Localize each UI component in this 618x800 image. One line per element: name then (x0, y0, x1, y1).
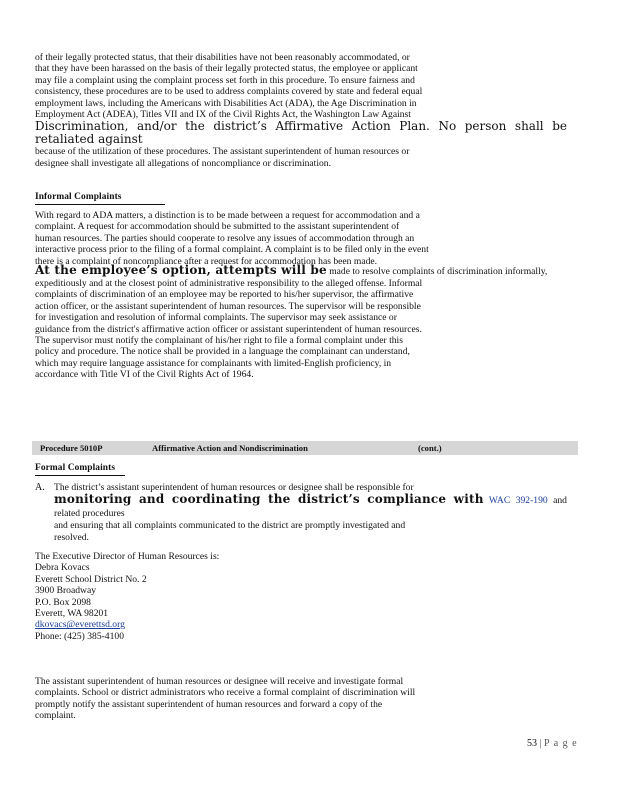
contact-name: Debra Kovacs (35, 562, 90, 574)
informal-line: which may require language assistance for complainants with limited-English proficiency, in (35, 357, 392, 369)
item-a-line: resolved. (54, 531, 89, 543)
informal-line: for investigation and resolution of informal complaints. The supervisor may seek assistance or (35, 312, 397, 324)
contact-title: The Executive Director of Human Resources is: (35, 551, 220, 562)
intro-line: that they have been harassed on the basis of their legally protected status, the employee or applicant (35, 63, 418, 75)
employee-option-emphasis: At the employee’s option, attempts will be (35, 263, 327, 277)
procedure-banner (32, 441, 578, 455)
contact-city: Everett, WA 98201 (35, 607, 109, 619)
informal-line: accordance with Title VI of the Civil Rights Act of 1964. (35, 369, 254, 381)
compliance-emphasis: monitoring and coordinating the district’s compliance with (54, 492, 484, 507)
item-a-line: and related procedures (54, 495, 567, 520)
intro-line: may file a complaint using the complaint process set forth in this procedure. To ensure fairness and (35, 74, 415, 86)
list-item-body (54, 482, 567, 543)
informal-line: interactive process prior to the filing of a formal complaint. A complaint is to be filed only in the event (35, 244, 429, 256)
informal-line: action officer, or the assistant superintendent of human resources. The supervisor will be responsible (35, 300, 421, 312)
intro-line: Employment Act (ADEA), Titles VII and IX of the Civil Rights Act, the Washington Law Against (35, 109, 411, 121)
intro-paragraph (35, 52, 567, 169)
item-a-line: The district’s assistant superintendent of human resources or designee shall be responsible for (54, 482, 414, 493)
informal-complaints-heading: Informal Complaints (35, 192, 165, 205)
closing-line: complaint. (35, 710, 76, 722)
contact-po-box: P.O. Box 2098 (35, 596, 91, 608)
intro-line: because of the utilization of these procedures. The assistant superintendent of human resources or (35, 146, 410, 158)
procedure-cont: (cont.) (418, 443, 442, 453)
informal-line: complaints of discrimination of an employee may be reported to his/her supervisor, the affirmative (35, 289, 414, 301)
contact-phone: Phone: (425) 385-4100 (35, 630, 124, 642)
procedure-title: Affirmative Action and Nondiscrimination (152, 443, 308, 453)
page-number: 53 (527, 738, 537, 749)
intro-emphasis-line: Discrimination, and/or the district’s Affirmative Action Plan. No person shall be retaliated against (35, 119, 567, 147)
informal-line: The supervisor must notify the complainant of his/her right to file a formal complaint under this (35, 335, 403, 347)
informal-line: complaint. A request for accommodation should be submitted to the assistant superintendent of (35, 221, 400, 233)
informal-paragraph-2 (35, 264, 567, 381)
intro-line: employment laws, including the Americans with Disabilities Act (ADA), the Age Discrimination in (35, 97, 417, 109)
informal-line: With regard to ADA matters, a distinction is to be made between a request for accommodation and a (35, 210, 420, 221)
page-footer (527, 738, 578, 749)
intro-line: consistency, these procedures are to be used to address complaints covered by state and federal equal (35, 86, 423, 98)
closing-paragraph (35, 676, 567, 722)
page-word: P a g e (544, 738, 578, 749)
informal-line: guidance from the district's affirmative action officer or assistant superintendent of human resources. (35, 323, 422, 335)
wac-link[interactable]: WAC 392-190 (488, 495, 548, 507)
informal-line: there is a complaint of noncompliance after a request for accommodation has been made. (35, 255, 378, 267)
closing-line: The assistant superintendent of human resources or designee will receive and investigate formal (35, 676, 404, 687)
informal-line: made to resolve complaints of discrimination informally, (329, 266, 548, 277)
contact-email-link[interactable]: dkovacs@everettsd.org (35, 619, 125, 631)
footer-separator: | (539, 738, 542, 749)
informal-line: expeditiously and at the closest point of administrative responsibility to the alleged offense. Informal (35, 278, 423, 289)
list-letter: A. (35, 482, 45, 493)
procedure-number: Procedure 5010P (40, 443, 103, 453)
intro-line: designee shall investigate all allegations of noncompliance or discrimination. (35, 157, 331, 169)
informal-line: human resources. The parties should cooperate to resolve any issues of accommodation through an (35, 232, 415, 244)
closing-line: complaints. School or district administrators who receive a formal complaint of discrimination will (35, 687, 416, 699)
intro-line: of their legally protected status, that their disabilities have not been reasonably accommodated, or (35, 52, 410, 63)
contact-street: 3900 Broadway (35, 585, 97, 597)
formal-complaints-heading: Formal Complaints (35, 463, 125, 476)
informal-paragraph-1 (35, 210, 567, 267)
contact-org: Everett School District No. 2 (35, 573, 147, 585)
informal-line: policy and procedure. The notice shall be provided in a language the complainant can understand, (35, 346, 410, 358)
item-a-line: and ensuring that all complaints communicated to the district are promptly investigated and (54, 520, 406, 532)
closing-line: promptly notify the assistant superintendent of human resources and forward a copy of the (35, 698, 383, 710)
contact-block (35, 551, 335, 642)
